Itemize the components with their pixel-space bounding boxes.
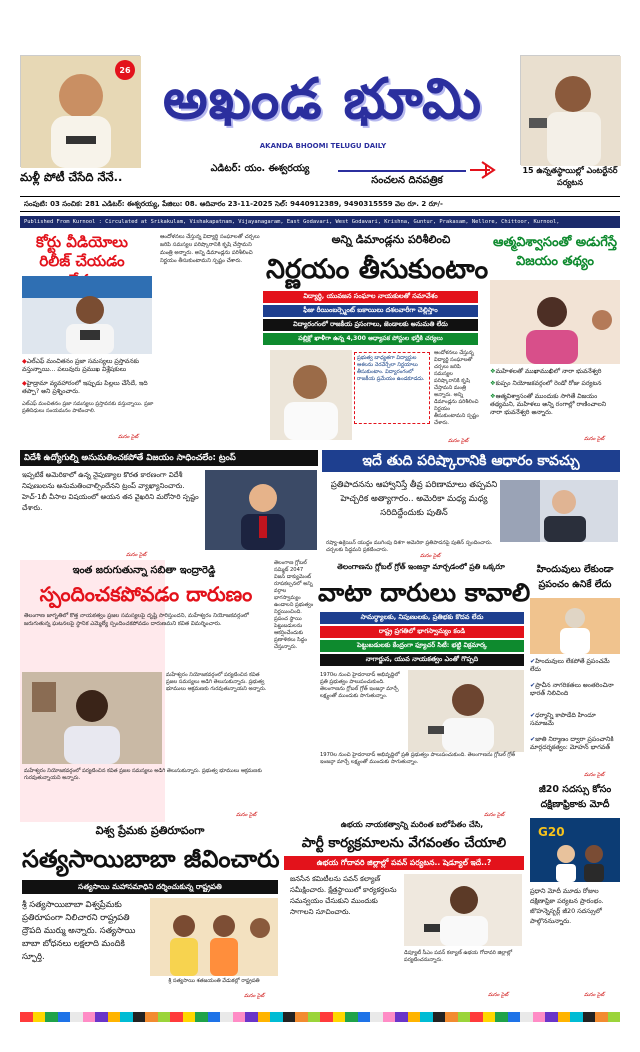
court-photo-art <box>22 276 152 354</box>
sai-caption: శ్రీ సత్యసాయి శతజయంతి వేడుకల్లో రాష్ట్రపతి <box>168 978 260 984</box>
decision-body-right: ఆందోళనలు చేస్తున్న విద్యార్థి సంఘాలతో చర్చలు జరిపి సమస్యల పరిష్కారానికి కృషి చేస్తామని మంత్రి అన్నారు. అన్ని డిమాండ్లను పరిశీలించి నిర్ణయం తీసుకుంటామని స్పష్టం చేశారు. <box>434 350 479 426</box>
pawan-credit: మనం సైట్ <box>488 992 509 998</box>
pawan-photo <box>404 874 522 946</box>
g20-credit: మనం సైట్ <box>584 992 605 998</box>
hindu-bullet-2-text: ప్రాచీన నాగరికతలు అంతరించినా భారత్ నిలిచింది <box>530 682 614 697</box>
color-swatch <box>295 1012 308 1022</box>
pawan-body-left: జనసేన కమిటీలను పవన్ కల్యాణ్ సమీక్షించారు. క్షేత్రస్థాయిలో కార్యకర్తలను సమన్వయం చేసుకుని ముందుకు సాగాలని సూచించారు. <box>290 875 397 916</box>
share-body: 1970ల నుంచి హైదరాబాద్ అభివృద్ధిలో ప్రతి ప్రభుత్వం పాలుపంచుకుంది. తెలంగాణను గ్లోబల్ గ్రోత్ ఇంజన్గా మార్చే లక్ష్యంతో ముందుకు సాగుతున్నాం. <box>320 672 400 699</box>
kavitha-body: తెలంగాణ జాగృతిలో కొత్త నాయకత్వం ప్రజల సమస్యలపై దృష్టి సారిస్తుందని, మహేశ్వరం నియోజకవర్గంలో జరుగుతున్న ఘటనలపై స్థానిక ఎమ్మెల్యే స్పందించకపోవడం దారుణమని కవిత విమర్శించారు. <box>24 613 249 627</box>
color-swatch <box>133 1012 146 1022</box>
masthead-subtitle: AKANDA BHOOMI TELUGU DAILY <box>259 142 387 150</box>
putin-headline: ఇదే తుది పరిష్కారానికి ఆధారం కావచ్చు <box>362 453 580 469</box>
bullet-icon: ✔ <box>530 736 536 743</box>
masthead-logo: అఖండ భూమి <box>162 66 483 132</box>
share-photo-art <box>408 670 524 752</box>
decision-quote-box <box>354 352 430 424</box>
share-black-bar: నాగార్జున, యువ నాయకత్వం ఎంతో గొప్పది <box>320 654 524 666</box>
published-bar <box>20 216 620 228</box>
color-swatch <box>245 1012 258 1022</box>
color-swatch <box>333 1012 346 1022</box>
color-swatch <box>545 1012 558 1022</box>
color-swatch <box>470 1012 483 1022</box>
decision-kicker: అన్ని డిమాండ్లను పరిశీలించి <box>331 233 451 246</box>
color-swatch <box>445 1012 458 1022</box>
hindu-bullet-1 <box>530 658 620 678</box>
pawan-subbar: ఉభయ గోదావరి జిల్లాల్లో పవన్ పర్యటన.. షెడ్యూల్ ఇదే..? <box>284 856 524 870</box>
putin-credit: మనం సైట్ <box>420 553 441 559</box>
decision-headline: నిర్ణయం తీసుకుంటాం <box>266 254 489 285</box>
color-swatch <box>358 1012 371 1022</box>
color-swatch <box>83 1012 96 1022</box>
confidence-bullet-2-text: కుప్పం నియోజకవర్గంలో రెండో రోజు పర్యటన <box>495 380 602 387</box>
bullet-icon: ✔ <box>530 658 536 665</box>
sai-kicker: విశ్వ ప్రేమకు ప్రతిరూపంగా <box>95 824 205 837</box>
g20-photo-art <box>530 818 620 882</box>
share-body-2: 1970ల నుంచి హైదరాబాద్ అభివృద్ధిలో ప్రతి ప్రభుత్వం పాలుపంచుకుంది. తెలంగాణను గ్లోబల్ గ్రోత్ ఇంజన్గా మార్చే లక్ష్యంతో ముందుకు సాగుతున్నాం. <box>320 752 516 765</box>
court-bullet-2 <box>22 380 154 400</box>
trump-header <box>20 450 318 466</box>
sai-subbar: సత్యసాయి మహాసమాధిని దర్శించుకున్న రాష్ట్రపతి <box>22 880 278 894</box>
hindu-bullet-2 <box>530 682 620 708</box>
kavitha-kicker: ఇంత జరుగుతున్నా సబితా ఇంద్రారెడ్డి <box>72 565 216 576</box>
color-swatch <box>608 1012 621 1022</box>
masthead-left-photo <box>20 55 140 167</box>
kavitha-credit: మనం సైట్ <box>236 812 257 818</box>
color-swatch <box>58 1012 71 1022</box>
color-swatch <box>395 1012 408 1022</box>
color-swatch <box>145 1012 158 1022</box>
decision-photo-art <box>270 350 352 440</box>
color-swatch <box>170 1012 183 1022</box>
color-swatch <box>20 1012 33 1022</box>
hindu-bullet-4-text: జాతి నిర్మాణం ద్వారా ప్రపంచానికి మార్గదర్శకత్వం: మోహన్ భాగవత్ <box>530 736 614 751</box>
color-swatch <box>283 1012 296 1022</box>
color-swatch <box>95 1012 108 1022</box>
hindu-bullet-4 <box>530 736 620 770</box>
color-swatch <box>495 1012 508 1022</box>
pawan-kicker: ఉభయ నాయకత్వాన్ని మరింత బలోపేతం చేసి, <box>340 820 484 829</box>
putin-photo <box>500 480 618 542</box>
masthead-right-photo <box>520 55 620 165</box>
color-swatch <box>270 1012 283 1022</box>
color-swatch <box>583 1012 596 1022</box>
color-swatch <box>320 1012 333 1022</box>
confidence-headline <box>488 233 622 277</box>
svg-text:G20: G20 <box>538 825 565 839</box>
footer-color-bar <box>20 1012 620 1022</box>
hindu-credit: మనం సైట్ <box>584 772 605 778</box>
color-swatch <box>308 1012 321 1022</box>
decision-credit: మనం సైట్ <box>448 438 469 444</box>
trump-photo <box>205 470 317 550</box>
color-swatch <box>508 1012 521 1022</box>
share-blue-bar: సామర్థ్యాలకు, నిపుణులకు, ప్రతిభకు కొదవ లేదు <box>320 612 524 624</box>
pawan-body-right: డిప్యూటీ సీఎం పవన్ కల్యాణ్ ఉభయ గోదావరి జిల్లాల్లో పర్యటించనున్నారు. <box>404 950 513 963</box>
telangana-body: తెలంగాణ గ్లోబల్ సమ్మిట్ 2047 విజన్ డాక్యుమెంట్ రూపకల్పనలో అన్ని వర్గాల భాగస్వామ్యం ఉండాలని ప్రభుత్వం నిర్ణయించింది. ప్రపంచ స్థాయి పెట్టుబడులను ఆకర్షించేందుకు ప్రణాళికలు సిద్ధం చేస్తున్నారు. <box>274 560 314 650</box>
masthead-right-photo-art <box>521 56 621 166</box>
court-bullet-2-text: హైడ్రామా వ్యవహారంలో ఇప్పుడు పిల్లలు చేసేదే, ఇది తప్పా? అని ప్రశ్నించారు. <box>22 380 148 395</box>
hindu-headline: హిందువులు లేకుండా ప్రపంచం ఉనికే లేదు <box>536 564 614 590</box>
masthead-tagline: సంచలన దినపత్రిక <box>371 175 443 186</box>
share-red-bar: రాష్ట్ర ప్రగతిలో భాగస్వామ్యం కండి <box>320 626 524 638</box>
confidence-bullet-3 <box>490 393 620 433</box>
sai-headline: సత్యసాయిబాబా జీవించారు <box>22 845 280 873</box>
color-swatch <box>220 1012 233 1022</box>
color-swatch <box>158 1012 171 1022</box>
confidence-bullet-3-text: ఆత్మవిశ్వాసంతో ముందుకు సాగితే విజయం తథ్యమని, మహిళలు అన్ని రంగాల్లో రాణించాలని నారా భువనేశ్వరి అన్నారు. <box>490 393 607 416</box>
hindu-bullet-1-text: హిందువులు లేకపోతే ప్రపంచమే లేదు <box>530 658 610 673</box>
hindu-photo-art <box>530 598 620 654</box>
bullet-icon: ❖ <box>490 380 496 387</box>
trump-body: ఇప్పటికే అమెరికాలో ఉన్న నైపుణ్యాల కొరత కారణంగా విదేశీ నిపుణులను అనుమతించాల్సిందేనని ట్రంప్ వ్యాఖ్యానించారు. హెచ్-1బీ వీసాల విషయంలో ఆయన తన వైఖరిని మరోసారి స్పష్టం చేశారు. <box>22 471 199 512</box>
decision-red-bar: విద్యార్థి, యువజన సంఘాల నాయకులతో సమావేశం <box>263 291 478 303</box>
hindu-bullet-3 <box>530 712 620 732</box>
trident-icon <box>468 158 498 182</box>
court-headline: కోర్టు వీడియోలు రిలీజ్ చేయడం <box>36 233 128 270</box>
hindu-photo <box>530 598 620 654</box>
color-swatch <box>195 1012 208 1022</box>
color-swatch <box>533 1012 546 1022</box>
court-body: ఎల్ఎఫ్ మంచితనం ప్రజా సమస్యలు ప్రస్తావనకు వస్తున్నాయి. ప్రజా ప్రతినిధులు సంయమనం పాటించాలి. <box>22 401 154 414</box>
court-bullet-1-text: ఎల్ఎఫ్ మంచితనం ప్రజా సమస్యలు ప్రస్తావనకు వస్తున్నాయి... పలువురు ప్రముఖ విశ్లేషకులు <box>22 358 140 373</box>
kavitha-headline: స్పందించకపోవడం దారుణం <box>39 582 253 606</box>
confidence-bullet-2 <box>490 380 620 390</box>
published-text: Published From Kurnool : Circulated at Srikakulam, Vishakapatnam, Vijayanagaram, East Godavari, West Godavari, Krishna, Guntur, Prakasam, Nellore, Chittoor, Kurnool, <box>24 219 560 225</box>
bullet-icon: ❖ <box>490 393 496 400</box>
share-photo <box>408 670 524 752</box>
kavitha-photo <box>22 672 162 764</box>
color-swatch <box>483 1012 496 1022</box>
kavitha-body-3: మహేశ్వరం నియోజకవర్గంలో పర్యటించిన కవిత ప్రజల సమస్యలు అడిగి తెలుసుకున్నారు. ప్రభుత్వ భూములు ఆక్రమణకు గురవుతున్నాయని అన్నారు. <box>24 768 262 781</box>
decision-body-left: ఆందోళనలు చేస్తున్న విద్యార్థి సంఘాలతో చర్చలు జరిపి సమస్యల పరిష్కారానికి కృషి చేస్తామని మంత్రి అన్నారు. అన్ని డిమాండ్లను పరిశీలించి నిర్ణయం తీసుకుంటామని స్పష్టం చేశారు. <box>160 234 260 264</box>
color-swatch <box>595 1012 608 1022</box>
bullet-icon: ❖ <box>490 368 496 375</box>
color-swatch <box>258 1012 271 1022</box>
g20-photo <box>530 818 620 882</box>
putin-header <box>322 450 620 472</box>
color-swatch <box>33 1012 46 1022</box>
decision-black-bar: విద్యారంగంలో రాజకీయ ప్రసంగాలు, జెండాలకు అనుమతి లేదు <box>263 319 478 331</box>
dateline-bar <box>20 196 620 212</box>
bullet-icon: ✔ <box>530 712 536 719</box>
sai-credit: మనం సైట్ <box>244 993 265 999</box>
bullet-icon: ◆ <box>22 380 27 387</box>
color-swatch <box>120 1012 133 1022</box>
confidence-photo <box>490 280 620 364</box>
g20-headline: జీ20 సదస్సు కోసం దక్షిణాఫ్రికాకు మోదీ <box>538 784 612 810</box>
color-swatch <box>345 1012 358 1022</box>
trump-photo-art <box>205 470 317 550</box>
confidence-bullet-1-text: మహిళలతో ముఖాముఖిలో నారా భువనేశ్వరి <box>495 368 602 375</box>
pawan-headline: పార్టీ కార్యక్రమాలను వేగవంతం చేయాలి <box>301 835 507 851</box>
hindu-bullet-3-text: ధర్మాన్ని కాపాడేది హిందూ సమాజమే <box>530 712 596 727</box>
masthead-pen-rule <box>338 170 466 172</box>
color-swatch <box>408 1012 421 1022</box>
color-swatch <box>208 1012 221 1022</box>
share-credit: మనం సైట్ <box>484 812 505 818</box>
color-swatch <box>420 1012 433 1022</box>
sai-photo-art <box>150 898 278 976</box>
putin-subhead: ప్రతిపాదనను ఆహ్వానిస్తే తీవ్ర పరిణామాలు తప్పవని హెచ్చరిక అత్యాగారం.. అమెరికా మధ్య మధ్య సరిదిద్దేందుకు పుతిన్ <box>330 480 498 518</box>
masthead-right-caption: 15 ఉన్నతస్థాయిల్లో ఎంటర్టేనర్ పర్యటన <box>522 166 618 187</box>
color-swatch <box>458 1012 471 1022</box>
share-headline: వాటా దారులు కావాలి <box>318 578 531 607</box>
court-credit: మనం సైట్ <box>118 434 139 440</box>
trump-headline: విదేశీ ఉద్యోగుల్ని అనుమతించకపోతే విజయం సాధించలేం: ట్రంప్ <box>24 453 236 463</box>
color-swatch <box>70 1012 83 1022</box>
color-swatch <box>383 1012 396 1022</box>
share-green-bar: పెట్టుబడులకు కేంద్రంగా ఫ్యూచర్ సిటీ: భట్టి విక్రమార్క <box>320 640 524 652</box>
share-kicker: తెలంగాణను గ్లోబల్ గ్రోత్ ఇంజన్గా మార్చడంలో ప్రతి ఒక్కరూ <box>337 562 505 571</box>
color-swatch <box>108 1012 121 1022</box>
putin-photo-art <box>500 480 618 542</box>
sai-body: శ్రీ సత్యసాయిబాబా విశ్వప్రేమకు ప్రతిరూపంగా నిలిచారని రాష్ట్రపతి ద్రౌపది ముర్ము అన్నారు. సత్యసాయి బాబా బోధనలు లక్షలాది మందికి స్ఫూర్తి. <box>22 899 136 961</box>
confidence-headline-text: ఆత్మవిశ్వాసంతో అడుగేస్తే విజయం తథ్యం <box>492 235 618 269</box>
kavitha-photo-art <box>22 672 162 764</box>
g20-body: ప్రధాని మోదీ మూడు రోజుల దక్షిణాఫ్రికా పర్యటన ప్రారంభం. జొహన్నెస్బర్గ్ జీ20 సదస్సులో పాల్గొననున్నారు. <box>530 887 604 925</box>
color-swatch <box>433 1012 446 1022</box>
dateline-text: సంపుటి: 03 సంచిక: 281 ఎడిటర్: ఈశ్వరయ్య, పేజిలు: 08. ఆదివారం 23-11-2025 సెల్: 9440912389, 9490315559 వెల రూ. 2 రూ/- <box>24 200 443 208</box>
confidence-photo-art <box>490 280 620 364</box>
decision-photo <box>270 350 352 440</box>
putin-body: రష్యా-ఉక్రెయిన్ యుద్ధం ముగింపు దిశగా అమెరికా ప్రతిపాదనపై పుతిన్ స్పందించారు. చర్చలకు సిద్ధమని ప్రకటించారు. <box>326 540 493 553</box>
color-swatch <box>570 1012 583 1022</box>
decision-quote: ప్రభుత్వ బాధ్యతగా విద్యార్థుల ఆశలను నెరవేర్చేలా నిర్ణయాలు తీసుకుంటాం. విద్యారంగంలో రాజకీయ ప్రమేయం ఉండకూడదు. <box>357 355 425 382</box>
color-swatch <box>45 1012 58 1022</box>
masthead-left-caption: మళ్లీ పోటీ చేసేది నేనే.. <box>20 169 123 184</box>
kavitha-body-2: మహేశ్వరం నియోజకవర్గంలో పర్యటించిన కవిత ప్రజల సమస్యలు అడిగి తెలుసుకున్నారు. ప్రభుత్వ భూములు ఆక్రమణకు గురవుతున్నాయని అన్నారు. <box>166 672 267 692</box>
color-swatch <box>233 1012 246 1022</box>
bullet-icon: ✔ <box>530 682 536 689</box>
trump-credit: మనం సైట్ <box>126 552 147 558</box>
color-swatch <box>558 1012 571 1022</box>
decision-green-bar: పబ్లిక్లో ఖాళీగా ఉన్న 4,300 అధ్యాపక పోస్టుల భర్తీకి చర్యలు <box>263 333 478 345</box>
confidence-credit: మనం సైట్ <box>584 436 605 442</box>
confidence-bullet-1 <box>490 368 620 378</box>
decision-blue-bar: ఫీజు రీయింబర్స్మెంట్ బకాయిలు దశలవారీగా చెల్లిస్తాం <box>263 305 478 317</box>
pawan-photo-art <box>404 874 522 946</box>
court-photo <box>22 276 152 354</box>
color-swatch <box>370 1012 383 1022</box>
color-swatch <box>520 1012 533 1022</box>
sai-photo <box>150 898 278 976</box>
masthead-badge: 26 <box>115 60 135 80</box>
color-swatch <box>183 1012 196 1022</box>
bullet-icon: ◆ <box>22 358 27 365</box>
masthead-editor: ఎడిటర్: యం. ఈశ్వరయ్య <box>210 163 310 174</box>
